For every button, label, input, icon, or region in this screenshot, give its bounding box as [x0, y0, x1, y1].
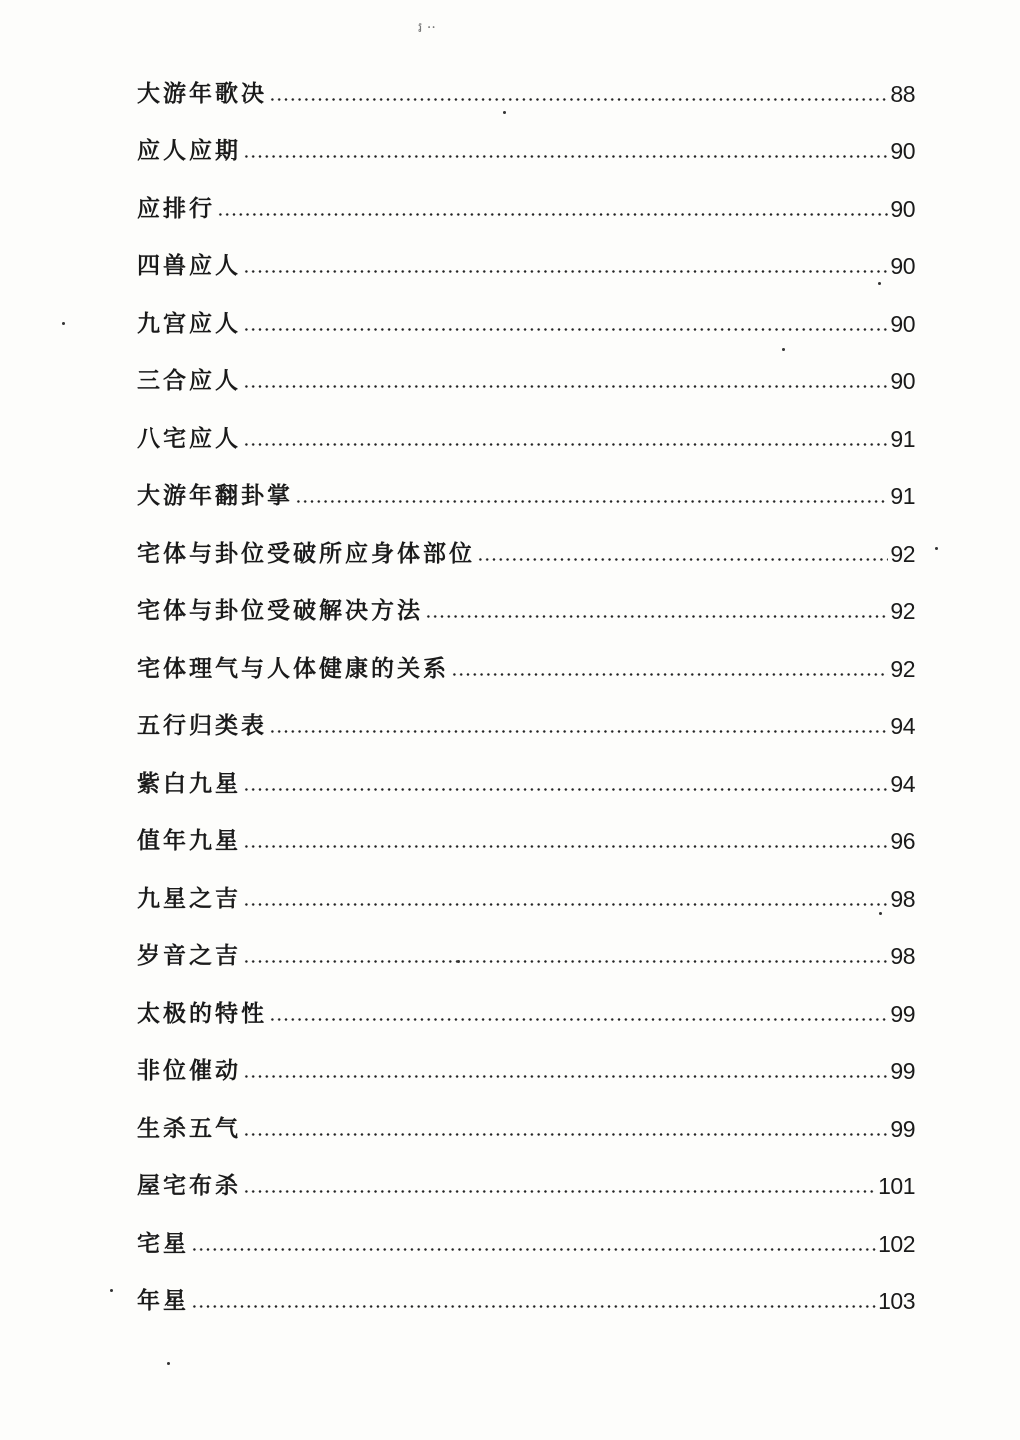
scan-speck — [878, 282, 881, 285]
toc-entry[interactable] — [137, 522, 915, 580]
toc-entry[interactable] — [137, 1097, 915, 1155]
table-of-contents — [137, 62, 915, 1327]
toc-entry-page: 99 — [890, 1115, 915, 1142]
toc-entry-title: 三合应人 — [137, 368, 241, 394]
scan-speck — [879, 912, 882, 915]
toc-entry-page: 96 — [890, 828, 915, 854]
dot-leader — [243, 788, 888, 791]
dot-leader — [243, 155, 888, 158]
toc-entry[interactable] — [137, 925, 915, 983]
toc-entry-title: 应人应期 — [137, 138, 241, 164]
toc-entry-title: 四兽应人 — [137, 253, 241, 279]
toc-entry[interactable] — [137, 235, 915, 293]
toc-entry-page: 88 — [890, 80, 915, 107]
toc-entry-title: 岁音之吉 — [137, 943, 241, 969]
toc-entry[interactable] — [137, 1270, 915, 1328]
toc-entry-page: 90 — [890, 310, 915, 337]
toc-entry-page: 92 — [890, 540, 915, 567]
toc-entry-page: 103 — [878, 1288, 915, 1314]
toc-entry-title: 值年九星 — [137, 828, 241, 854]
toc-entry-title: 宅体理气与人体健康的关系 — [137, 655, 449, 682]
scan-speck — [503, 111, 506, 114]
toc-entry-page: 98 — [890, 885, 915, 912]
toc-entry[interactable] — [137, 177, 915, 235]
toc-entry-title: 应排行 — [137, 195, 215, 222]
dot-leader — [243, 328, 888, 331]
toc-entry[interactable] — [137, 982, 915, 1040]
scan-speck — [62, 322, 65, 325]
toc-entry-page: 94 — [890, 713, 915, 739]
scan-speck — [782, 348, 785, 351]
toc-entry-page: 92 — [890, 655, 915, 682]
toc-entry[interactable] — [137, 637, 915, 695]
toc-entry-title: 五行归类表 — [137, 713, 267, 739]
toc-entry-page: 98 — [890, 943, 915, 969]
toc-entry-page: 101 — [878, 1173, 915, 1199]
dot-leader — [243, 903, 888, 906]
toc-entry-title: 八宅应人 — [137, 425, 241, 452]
toc-entry[interactable] — [137, 350, 915, 408]
dot-leader — [451, 673, 888, 676]
toc-entry-page: 94 — [890, 770, 915, 797]
toc-entry-title: 屋宅布杀 — [137, 1173, 241, 1199]
toc-entry-page: 92 — [890, 598, 915, 624]
dot-leader — [243, 960, 888, 963]
toc-entry-title: 宅星 — [137, 1230, 189, 1257]
toc-entry-page: 91 — [890, 425, 915, 452]
toc-entry-title: 九宫应人 — [137, 310, 241, 337]
dot-leader — [269, 98, 888, 101]
toc-entry-page: 90 — [890, 195, 915, 222]
page-header-mark: រ ·· — [418, 20, 436, 36]
toc-entry[interactable] — [137, 867, 915, 925]
toc-entry-title: 宅体与卦位受破解决方法 — [137, 598, 423, 624]
toc-entry[interactable] — [137, 810, 915, 868]
toc-entry[interactable] — [137, 62, 915, 120]
scan-speck — [110, 1289, 113, 1292]
toc-entry-page: 102 — [878, 1230, 915, 1257]
toc-entry[interactable] — [137, 752, 915, 810]
toc-entry-page: 90 — [890, 138, 915, 164]
toc-entry-title: 年星 — [137, 1288, 189, 1314]
toc-entry[interactable] — [137, 580, 915, 638]
toc-entry[interactable] — [137, 120, 915, 178]
toc-entry-page: 90 — [890, 368, 915, 394]
dot-leader — [243, 1190, 876, 1193]
toc-entry-title: 生杀五气 — [137, 1115, 241, 1142]
toc-entry-title: 宅体与卦位受破所应身体部位 — [137, 540, 475, 567]
toc-entry-title: 太极的特性 — [137, 1000, 267, 1027]
dot-leader — [243, 1133, 888, 1136]
dot-leader — [243, 270, 888, 273]
toc-entry-page: 99 — [890, 1058, 915, 1084]
dot-leader — [191, 1305, 876, 1308]
toc-entry[interactable] — [137, 695, 915, 753]
dot-leader — [269, 730, 888, 733]
dot-leader — [425, 615, 888, 618]
scan-speck — [935, 547, 938, 550]
toc-entry-page: 91 — [890, 483, 915, 509]
dot-leader — [217, 213, 888, 216]
dot-leader — [243, 443, 888, 446]
toc-entry-title: 九星之吉 — [137, 885, 241, 912]
dot-leader — [243, 1075, 888, 1078]
scan-speck — [167, 1362, 170, 1365]
toc-entry[interactable] — [137, 1155, 915, 1213]
dot-leader — [269, 1018, 888, 1021]
toc-entry[interactable] — [137, 407, 915, 465]
toc-entry-page: 99 — [890, 1000, 915, 1027]
toc-entry-title: 大游年翻卦掌 — [137, 483, 293, 509]
toc-entry-title: 大游年歌决 — [137, 80, 267, 107]
dot-leader — [477, 558, 888, 561]
dot-leader — [191, 1248, 876, 1251]
toc-entry-title: 紫白九星 — [137, 770, 241, 797]
dot-leader — [243, 845, 888, 848]
toc-entry[interactable] — [137, 465, 915, 523]
toc-entry-page: 90 — [890, 253, 915, 279]
dot-leader — [243, 385, 888, 388]
scan-speck — [457, 960, 460, 963]
dot-leader — [295, 500, 888, 503]
toc-entry[interactable] — [137, 1212, 915, 1270]
toc-entry-title: 非位催动 — [137, 1058, 241, 1084]
toc-entry[interactable] — [137, 1040, 915, 1098]
toc-entry[interactable] — [137, 292, 915, 350]
